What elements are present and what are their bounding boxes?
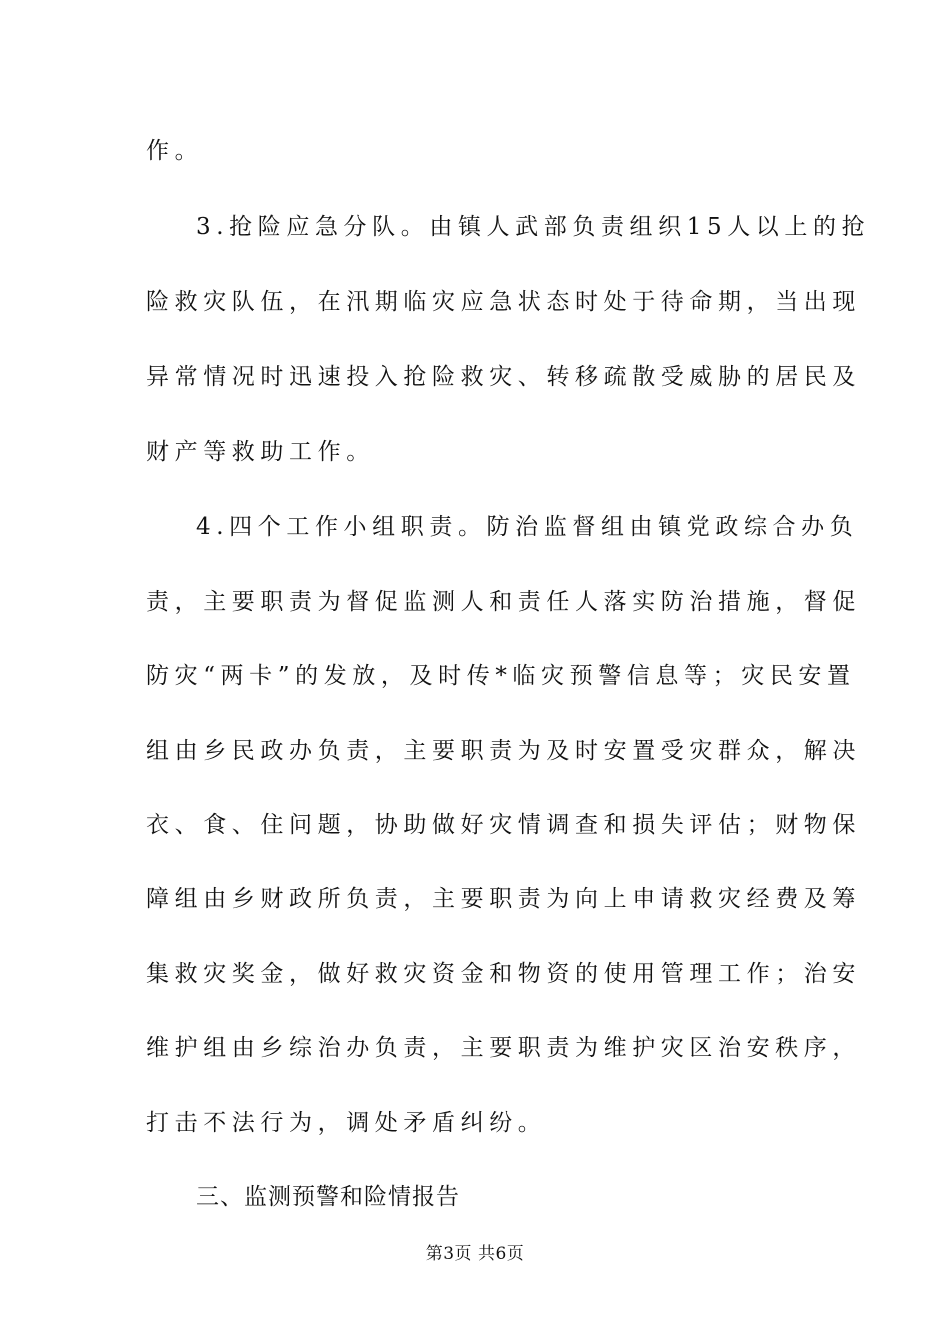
text-line-9: 组由乡民政办负责，主要职责为及时安置受灾群众，解决: [146, 738, 861, 764]
text-line-7: 责，主要职责为督促监测人和责任人落实防治措施，督促: [146, 589, 861, 615]
section-heading: 三、监测预警和险情报告: [196, 1184, 460, 1210]
text-line-14: 打击不法行为，调处矛盾纠纷。: [146, 1110, 547, 1136]
text-line-1: 作。: [146, 138, 204, 164]
text-line-2: 3.抢险应急分队。由镇人武部负责组织15人以上的抢: [196, 214, 871, 240]
text-line-11: 障组由乡财政所负责，主要职责为向上申请救灾经费及筹: [146, 886, 861, 912]
text-line-6: 4.四个工作小组职责。防治监督组由镇党政综合办负: [196, 514, 859, 540]
text-line-13: 维护组由乡综治办负责，主要职责为维护灾区治安秩序，: [146, 1035, 861, 1061]
text-line-8: 防灾“两卡”的发放，及时传*临灾预警信息等；灾民安置: [146, 663, 856, 689]
text-line-4: 异常情况时迅速投入抢险救灾、转移疏散受威胁的居民及: [146, 364, 861, 390]
page-footer: 第3页 共6页: [425, 1244, 525, 1264]
text-line-12: 集救灾奖金，做好救灾资金和物资的使用管理工作；治安: [146, 961, 861, 987]
text-line-3: 险救灾队伍，在汛期临灾应急状态时处于待命期，当出现: [146, 289, 861, 315]
text-line-10: 衣、食、住问题，协助做好灾情调查和损失评估；财物保: [146, 812, 861, 838]
text-line-5: 财产等救助工作。: [146, 439, 375, 465]
